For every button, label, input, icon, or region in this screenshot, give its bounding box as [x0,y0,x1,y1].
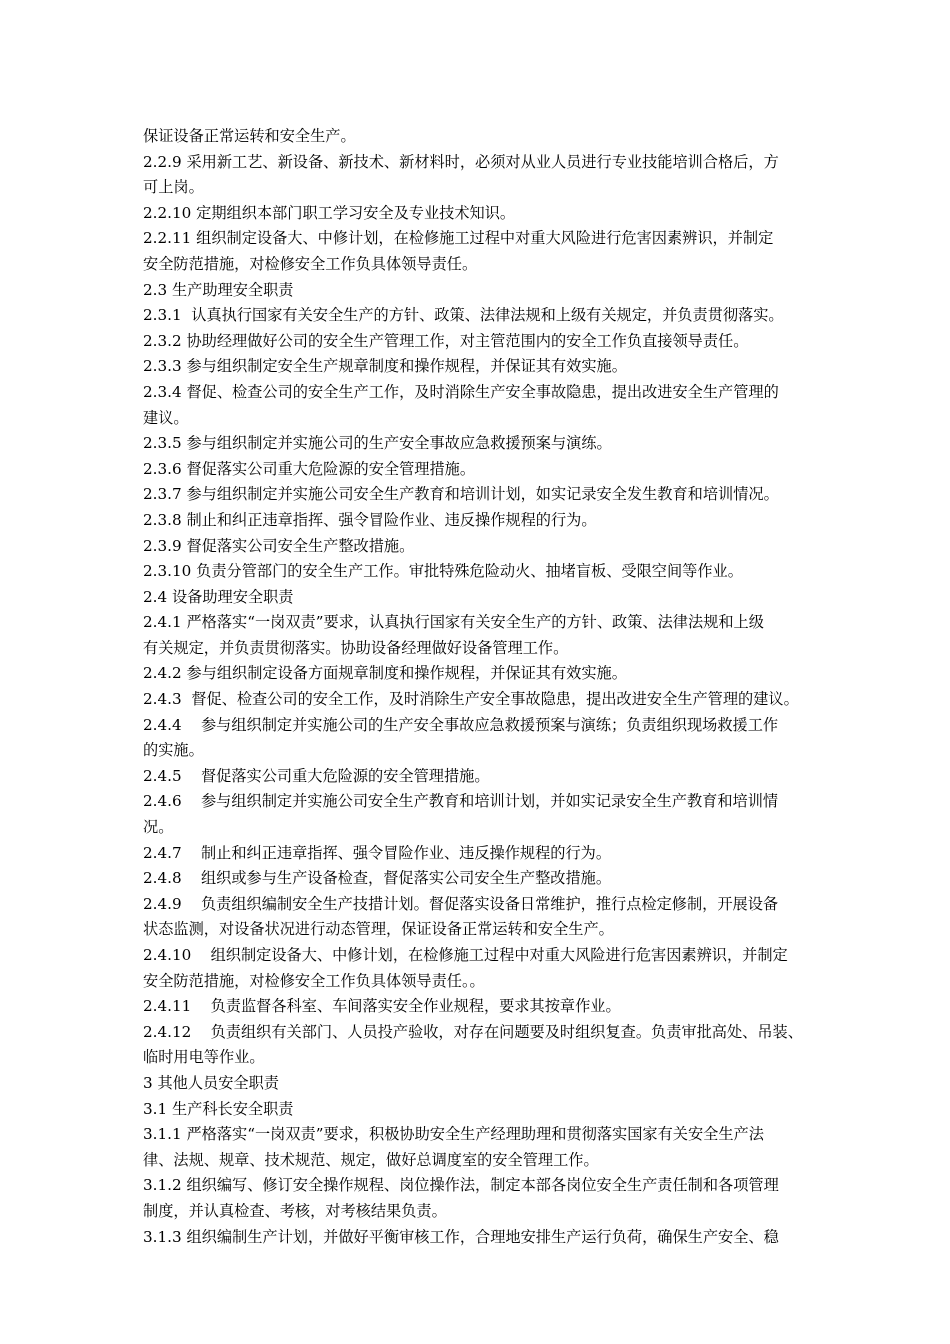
text-line: 2.3.8 制止和纠正违章指挥、强令冒险作业、违反操作规程的行为。 [143,510,597,529]
text-line: 有关规定，并负责贯彻落实。协助设备经理做好设备管理工作。 [143,638,569,657]
text-line: 临时用电等作业。 [143,1048,265,1067]
text-line: 2.4.1 严格落实“一岗双责”要求，认真执行国家有关安全生产的方针、政策、法律法规和上级 [143,613,764,632]
text-line: 2.4 设备助理安全职责 [143,587,294,606]
text-line: 2.4.7 制止和纠正违章指挥、强令冒险作业、违反操作规程的行为。 [143,843,612,862]
text-line: 2.4.8 组织或参与生产设备检查，督促落实公司安全生产整改措施。 [143,869,612,888]
text-line: 制度，并认真检查、考核，对考核结果负责。 [143,1201,447,1220]
text-line: 2.4.2 参与组织制定设备方面规章制度和操作规程，并保证其有效实施。 [143,664,627,683]
text-line: 建议。 [143,408,189,427]
document-body [143,124,823,1250]
text-line: 2.3.3 参与组织制定安全生产规章制度和操作规程，并保证其有效实施。 [143,357,627,376]
text-line: 2.2.11 组织制定设备大、中修计划，在检修施工过程中对重大风险进行危害因素辨识，并制定 [143,229,774,248]
text-line: 2.4.11 负责监督各科室、车间落实安全作业规程，要求其按章作业。 [143,997,621,1016]
text-line: 2.3.2 协助经理做好公司的安全生产管理工作，对主管范围内的安全工作负直接领导责任。 [143,331,749,350]
text-line: 2.3.4 督促、检查公司的安全生产工作，及时消除生产安全事故隐患，提出改进安全生产管理的 [143,382,779,401]
text-line: 2.4.9 负责组织编制安全生产技措计划。督促落实设备日常维护，推行点检定修制，开展设备 [143,894,779,913]
text-line: 2.3.10 负责分管部门的安全生产工作。审批特殊危险动火、抽堵盲板、受限空间等作业。 [143,562,743,581]
text-line: 2.4.10 组织制定设备大、中修计划，在检修施工过程中对重大风险进行危害因素辨识，并制定 [143,946,788,964]
text-line: 3 其他人员安全职责 [143,1073,279,1092]
text-line: 2.4.4 参与组织制定并实施公司的生产安全事故应急救援预案与演练；负责组织现场救援工作 [143,715,779,734]
text-line: 2.4.6 参与组织制定并实施公司安全生产教育和培训计划，并如实记录安全生产教育和培训情 [143,792,779,811]
text-line: 的实施。 [143,741,204,760]
text-line: 2.3 生产助理安全职责 [143,280,294,299]
text-line: 2.2.9 采用新工艺、新设备、新技术、新材料时，必须对从业人员进行专业技能培训合格后，方 [143,152,779,171]
text-line: 2.3.6 督促落实公司重大危险源的安全管理措施。 [143,459,476,478]
text-line: 保证设备正常运转和安全生产。 [143,127,356,145]
text-line: 2.3.5 参与组织制定并实施公司的生产安全事故应急救援预案与演练。 [143,434,612,453]
text-line: 3.1.3 组织编制生产计划，并做好平衡审核工作，合理地安排生产运行负荷，确保生产安全、稳 [143,1227,779,1246]
text-line: 状态监测，对设备状况进行动态管理，保证设备正常运转和安全生产。 [143,920,614,939]
text-line: 2.4.5 督促落实公司重大危险源的安全管理措施。 [143,766,490,785]
text-line: 安全防范措施，对检修安全工作负具体领导责任。 [143,254,478,273]
text-line: 2.4.3 督促、检查公司的安全工作，及时消除生产安全事故隐患，提出改进安全生产管理的建议。 [143,690,799,709]
text-line: 况。 [143,818,174,837]
text-line: 2.2.10 定期组织本部门职工学习安全及专业技术知识。 [143,203,516,222]
text-line: 律、法规、规章、技术规范、规定，做好总调度室的安全管理工作。 [143,1150,599,1169]
text-line: 3.1.1 严格落实“一岗双责”要求，积极协助安全生产经理助理和贯彻落实国家有关安全生产法 [143,1125,764,1144]
text-line: 2.3.9 督促落实公司安全生产整改措施。 [143,536,415,555]
text-line: 2.3.7 参与组织制定并实施公司安全生产教育和培训计划，如实记录安全发生教育和培训情况。 [143,485,779,504]
text-line: 安全防范措施，对检修安全工作负具体领导责任。。 [143,971,485,990]
text-line: 2.4.12 负责组织有关部门、人员投产验收，对存在问题要及时组织复查。负责审批高处、吊装、 [143,1022,803,1041]
text-line: 3.1 生产科长安全职责 [143,1099,294,1118]
text-line: 可上岗。 [143,178,204,197]
text-line: 3.1.2 组织编写、修订安全操作规程、岗位操作法，制定本部各岗位安全生产责任制和各项管理 [143,1176,779,1195]
text-line: 2.3.1 认真执行国家有关安全生产的方针、政策、法律法规和上级有关规定，并负责贯彻落实。 [143,306,784,325]
